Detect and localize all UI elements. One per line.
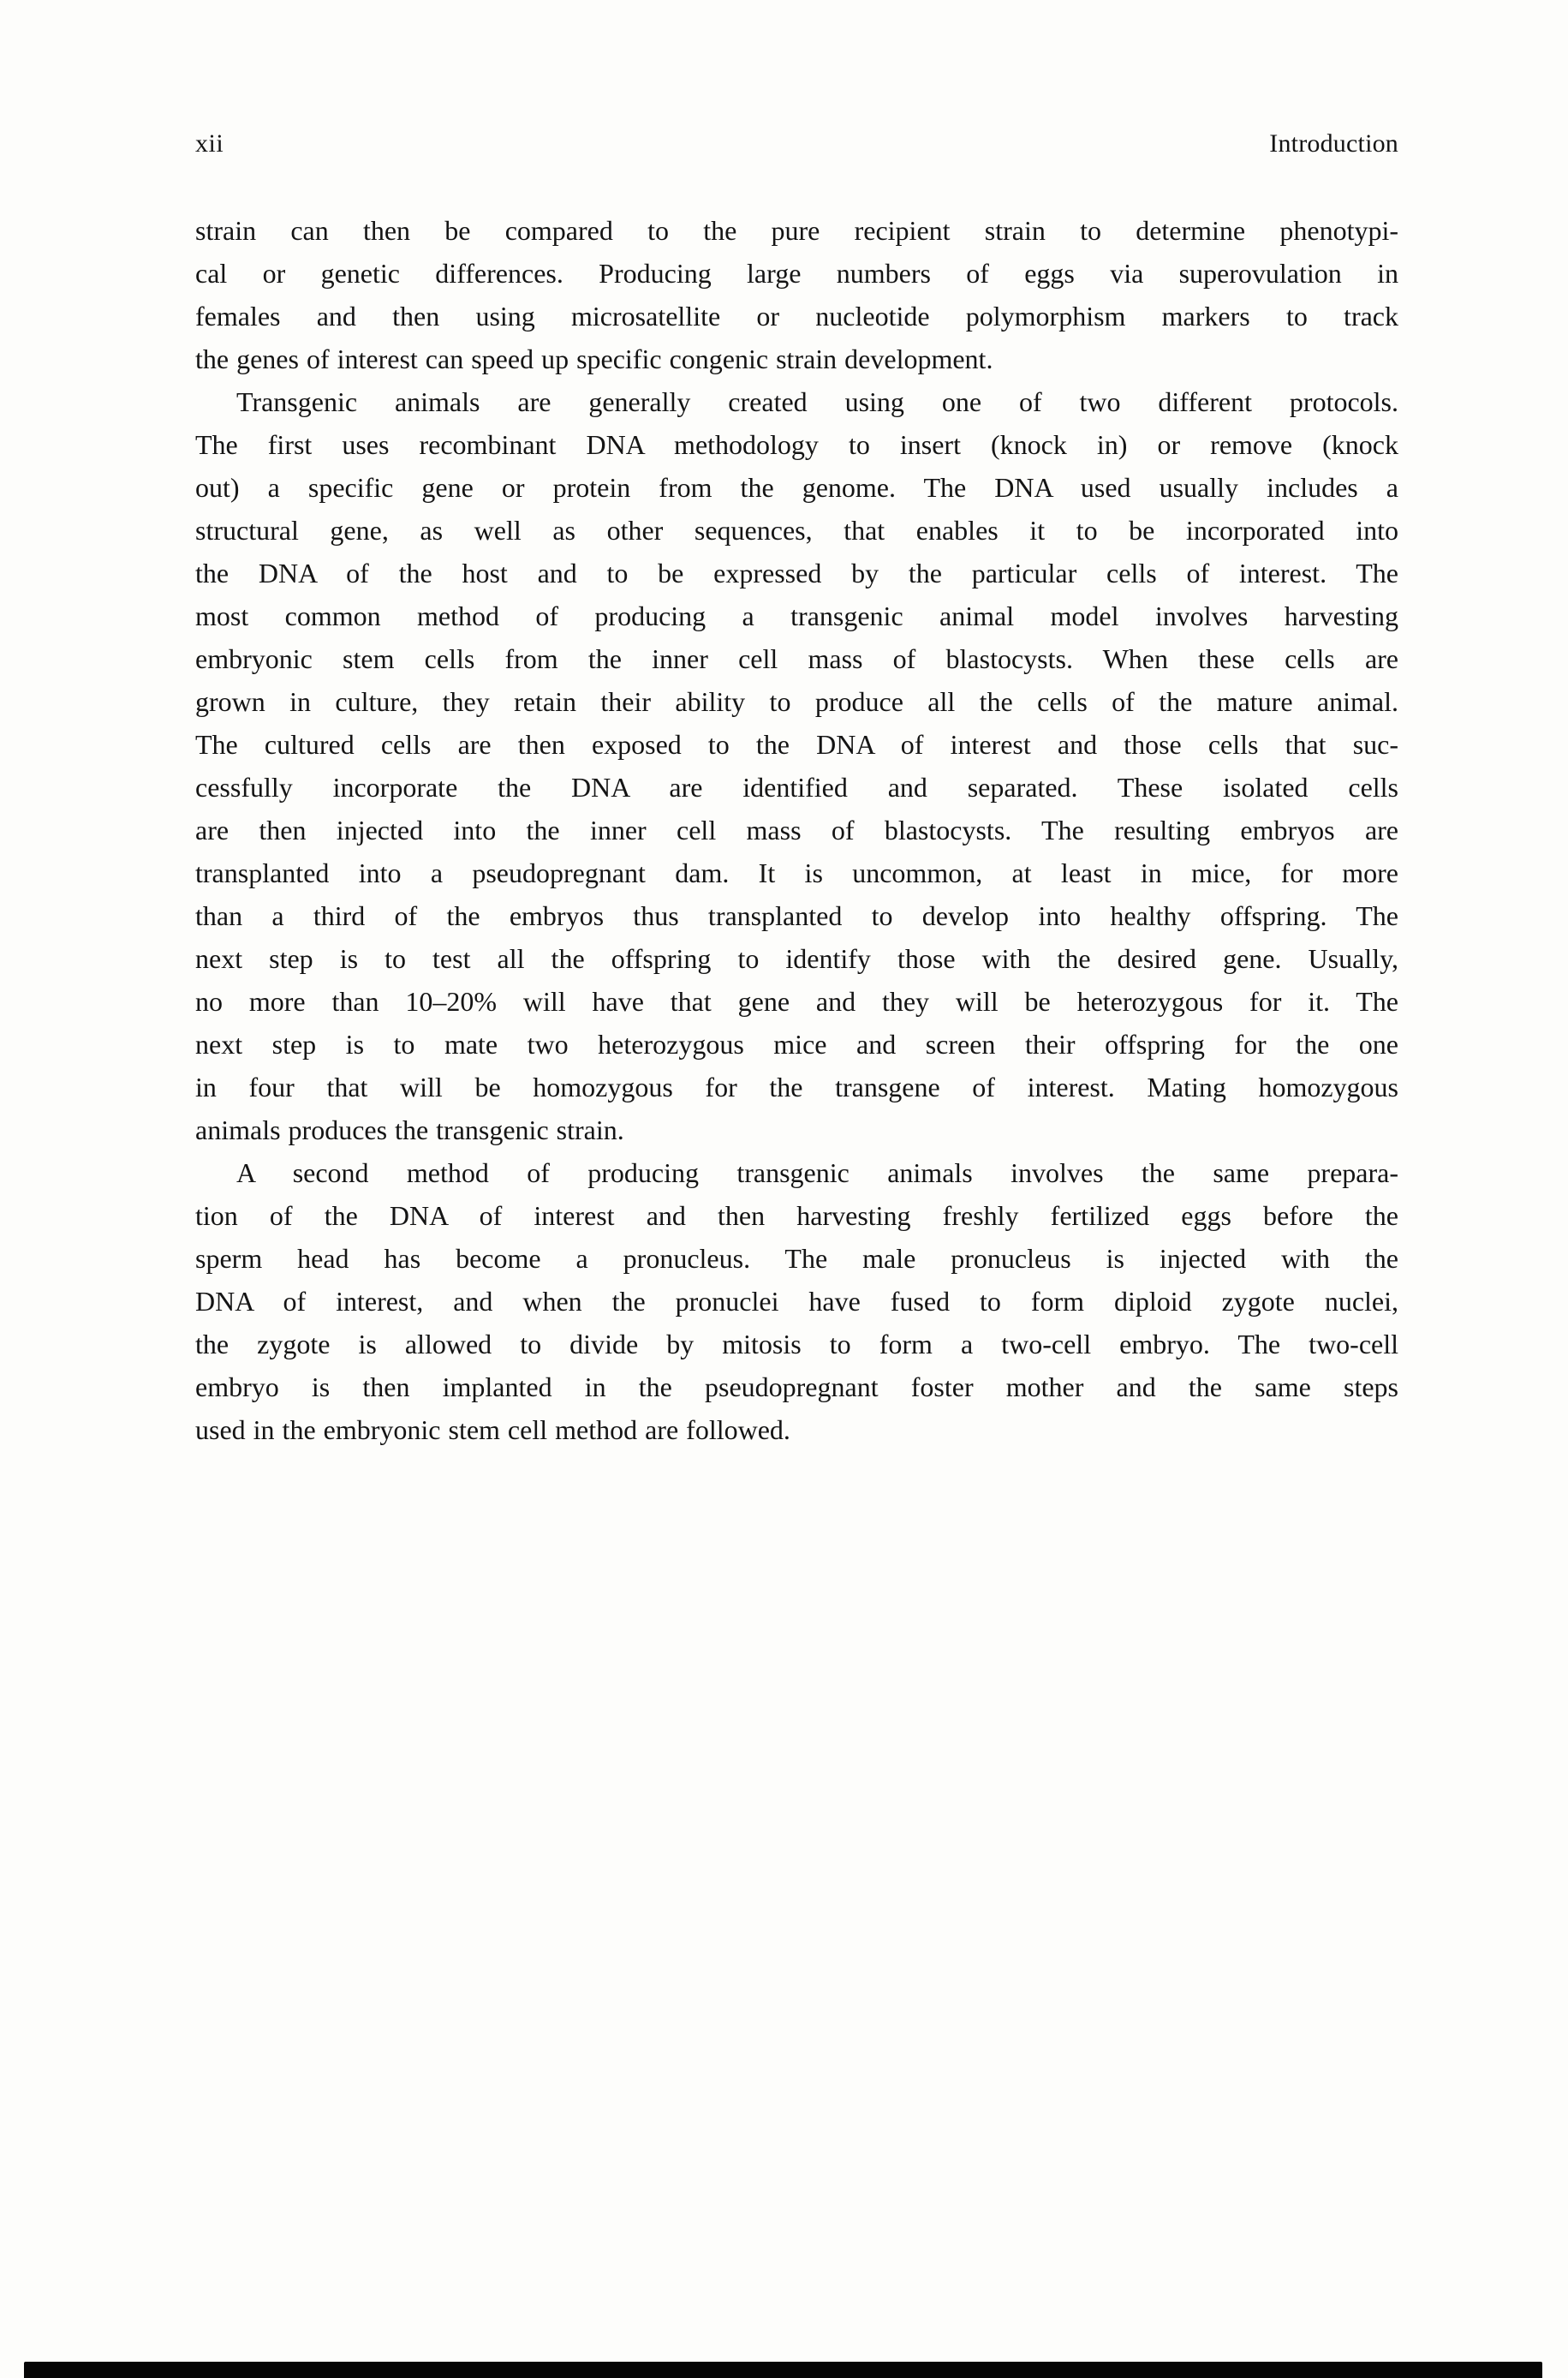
text-line: The cultured cells are then exposed to the DNA of interest and those cells that suc- — [195, 729, 1398, 760]
paragraph — [195, 1151, 1398, 1451]
paragraph — [195, 380, 1398, 1151]
paragraph — [195, 209, 1398, 380]
running-head: Introduction — [1269, 129, 1398, 158]
text-line: used in the embryonic stem cell method are followed. — [195, 1414, 790, 1445]
text-line: cessfully incorporate the DNA are identified and separated. These isolated cells — [195, 772, 1398, 803]
text-line: cal or genetic differences. Producing large numbers of eggs via superovulation in — [195, 258, 1398, 289]
text-line: embryonic stem cells from the inner cell mass of blastocysts. When these cells are — [195, 643, 1398, 674]
text-line: the genes of interest can speed up specific congenic strain development. — [195, 344, 993, 374]
text-line: Transgenic animals are generally created using one of two different protocols. — [236, 386, 1398, 417]
text-line: A second method of producing transgenic animals involves the same prepara- — [236, 1157, 1398, 1188]
text-line: out) a specific gene or protein from the genome. The DNA used usually includes a — [195, 472, 1398, 503]
text-line: sperm head has become a pronucleus. The male pronucleus is injected with the — [195, 1243, 1398, 1274]
page-number: xii — [195, 129, 224, 158]
text-line: the DNA of the host and to be expressed by the particular cells of interest. The — [195, 558, 1398, 589]
page-header — [195, 128, 1398, 159]
text-line: structural gene, as well as other sequences, that enables it to be incorporated into — [195, 515, 1398, 546]
text-line: the zygote is allowed to divide by mitosis to form a two-cell embryo. The two-cell — [195, 1329, 1398, 1359]
text-line: embryo is then implanted in the pseudopregnant foster mother and the same steps — [195, 1371, 1398, 1402]
text-line: most common method of producing a transgenic animal model involves harvesting — [195, 600, 1398, 631]
text-line: animals produces the transgenic strain. — [195, 1114, 624, 1145]
text-line: than a third of the embryos thus transplanted to develop into healthy offspring. The — [195, 900, 1398, 931]
text-line: next step is to mate two heterozygous mice and screen their offspring for the one — [195, 1029, 1398, 1060]
text-line: no more than 10–20% will have that gene and they will be heterozygous for it. The — [195, 986, 1398, 1017]
body-text — [195, 209, 1398, 1451]
text-line: tion of the DNA of interest and then harvesting freshly fertilized eggs before the — [195, 1200, 1398, 1231]
text-line: are then injected into the inner cell mass of blastocysts. The resulting embryos are — [195, 815, 1398, 845]
text-line: grown in culture, they retain their ability to produce all the cells of the mature animal. — [195, 686, 1398, 717]
text-line: DNA of interest, and when the pronuclei have fused to form diploid zygote nuclei, — [195, 1286, 1398, 1317]
text-line: in four that will be homozygous for the transgene of interest. Mating homozygous — [195, 1072, 1398, 1102]
text-line: transplanted into a pseudopregnant dam. It is uncommon, at least in mice, for more — [195, 857, 1398, 888]
text-line: next step is to test all the offspring to identify those with the desired gene. Usually, — [195, 943, 1398, 974]
text-line: females and then using microsatellite or nucleotide polymorphism markers to track — [195, 301, 1398, 332]
text-line: strain can then be compared to the pure recipient strain to determine phenotypi- — [195, 215, 1398, 246]
scan-artifact-bottom-edge — [24, 2362, 1542, 2378]
text-line: The first uses recombinant DNA methodology to insert (knock in) or remove (knock — [195, 429, 1398, 460]
